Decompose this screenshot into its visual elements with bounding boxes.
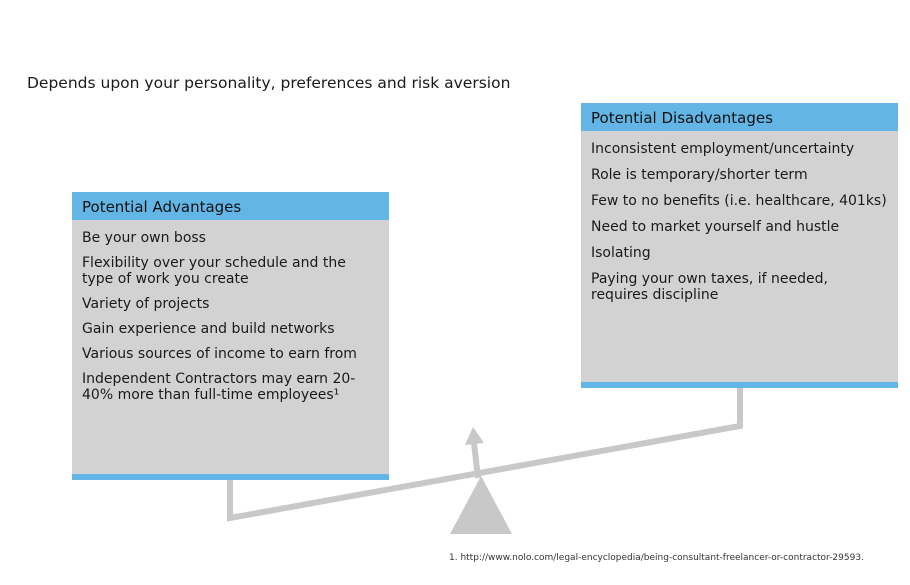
list-item: Isolating — [591, 245, 651, 261]
list-item: Flexibility over your schedule and the type of work you create — [82, 255, 346, 287]
pointer-arrow-head — [465, 427, 484, 445]
list-item: Role is temporary/shorter term — [591, 167, 808, 183]
disadvantages-title: Potential Disadvantages — [581, 103, 898, 131]
list-item: Few to no benefits (i.e. healthcare, 401ks) — [591, 193, 887, 209]
list-item: Various sources of income to earn from — [82, 346, 357, 362]
disadvantages-panel — [581, 103, 898, 388]
list-item: Variety of projects — [82, 296, 210, 312]
list-item: Independent Contractors may earn 20-40% more than full-time employees¹ — [82, 371, 356, 403]
list-item: Inconsistent employment/uncertainty — [591, 141, 855, 157]
list-item: Need to market yourself and hustle — [591, 219, 840, 235]
subtitle: Depends upon your personality, preferences and risk aversion — [27, 74, 511, 92]
advantages-panel — [72, 192, 389, 480]
disadvantages-list — [581, 131, 898, 303]
advantages-title: Potential Advantages — [72, 192, 389, 220]
advantages-list — [72, 220, 389, 403]
footnote: 1. http://www.nolo.com/legal-encyclopedia/being-consultant-freelancer-or-contractor-29593. — [449, 553, 864, 563]
list-item: Gain experience and build networks — [82, 321, 335, 337]
list-item: Be your own boss — [82, 230, 206, 246]
list-item: Paying your own taxes, if needed, requires discipline — [591, 271, 828, 303]
fulcrum-triangle — [450, 476, 512, 534]
